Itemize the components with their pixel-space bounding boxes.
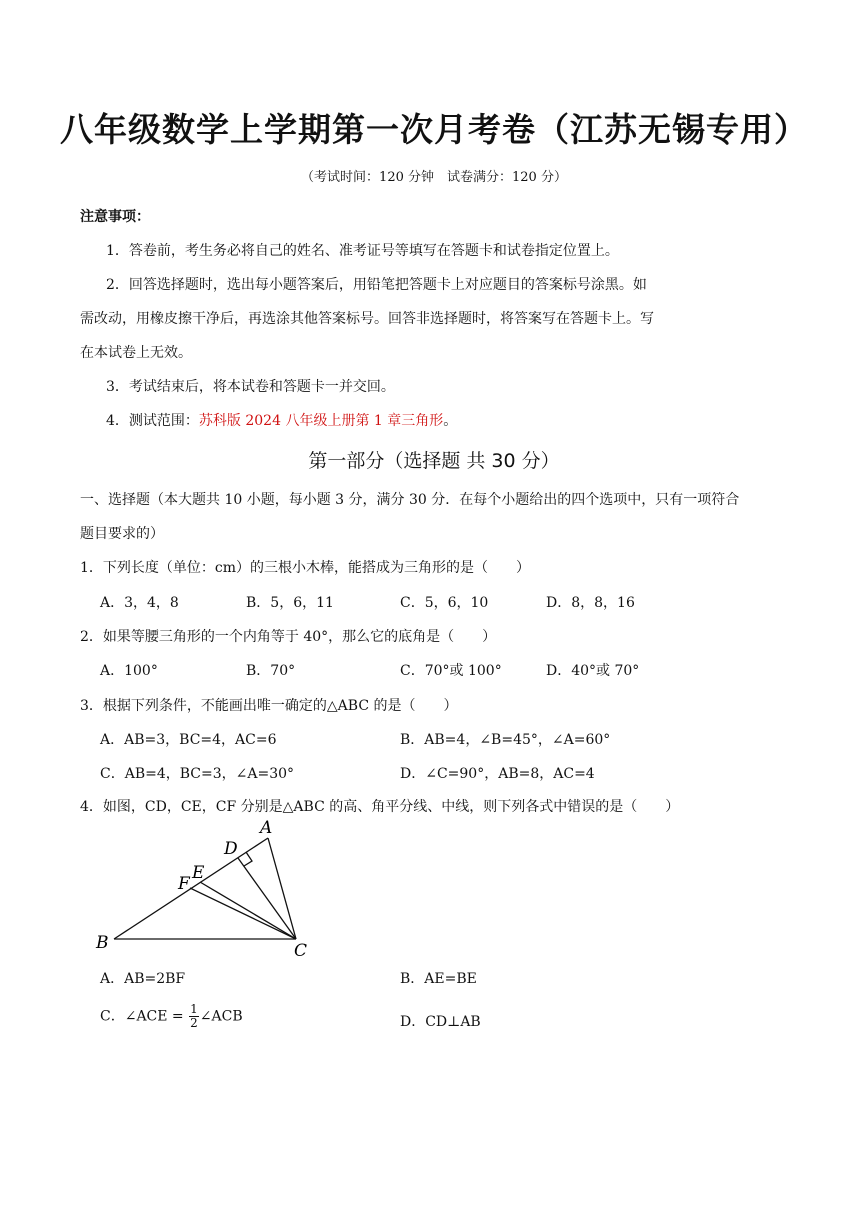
label-b: B	[96, 933, 109, 953]
test-range: 苏科版 2024 八年级上册第 1 章三角形	[198, 413, 444, 429]
segment-ac	[268, 838, 296, 939]
label-c: C	[294, 941, 308, 961]
question-3-option-a: A．AB=3，BC=4，AC=6	[100, 732, 277, 748]
question-2-option-a: A．100°	[100, 663, 158, 679]
question-3-option-b: B．AB=4，∠B=45°，∠A=60°	[400, 732, 611, 748]
question-2-option-d: D．40°或 70°	[546, 663, 640, 679]
question-3-option-d: D．∠C=90°，AB=8，AC=4	[400, 766, 595, 782]
notice-item-4-prefix: 4．测试范围：	[106, 413, 199, 429]
part1-instructions-line-2: 题目要求的）	[80, 526, 164, 542]
question-1-stem: 1．下列长度（单位：cm）的三根小木棒，能搭成为三角形的是（ ）	[80, 560, 531, 576]
question-4-option-a: A．AB=2BF	[100, 971, 186, 987]
option-c-prefix: C．∠ACE =	[100, 1008, 184, 1025]
part1-instructions-line-1: 一、选择题（本大题共 10 小题，每小题 3 分，满分 30 分．在每个小题给出的四个选项中，只有一项符合	[80, 492, 740, 508]
question-1-option-b: B．5，6，11	[246, 595, 334, 611]
notice-heading: 注意事项：	[80, 209, 150, 225]
notice-item-2-line-1: 2．回答选择题时，选出每小题答案后，用铅笔把答题卡上对应题目的答案标号涂黑。如	[106, 277, 647, 293]
label-d: D	[224, 839, 238, 859]
question-4-option-c	[100, 1003, 243, 1030]
question-4-stem: 4．如图，CD，CE，CF 分别是△ABC 的高、角平分线、中线，则下列各式中错误的是（ ）	[80, 799, 680, 815]
question-4-option-d: D．CD⊥AB	[400, 1014, 481, 1030]
exam-info: （考试时间：120 分钟 试卷满分：120 分）	[301, 170, 567, 185]
label-e: E	[192, 863, 205, 883]
section-title: 第一部分（选择题 共 30 分）	[308, 450, 560, 472]
notice-item-2-line-2: 需改动，用橡皮擦干净后，再选涂其他答案标号。回答非选择题时，将答案写在答题卡上。写	[80, 311, 654, 327]
altitude-cd	[238, 858, 296, 939]
bisector-ce	[200, 882, 296, 939]
triangle-figure	[90, 818, 330, 963]
label-a: A	[260, 818, 273, 838]
median-cf	[190, 888, 296, 939]
question-3-option-c: C．AB=4，BC=3，∠A=30°	[100, 766, 295, 782]
question-2-option-c: C．70°或 100°	[400, 663, 502, 679]
option-c-suffix: ∠ACB	[199, 1008, 243, 1025]
question-1-option-a: A．3，4，8	[100, 595, 179, 611]
fraction-numerator: 1	[190, 1002, 198, 1016]
question-4-option-b: B．AE=BE	[400, 971, 477, 987]
right-angle-mark	[244, 852, 252, 866]
fraction-one-half	[189, 1003, 199, 1030]
notice-item-1: 1．答卷前，考生务必将自己的姓名、准考证号等填写在答题卡和试卷指定位置上。	[106, 243, 619, 259]
notice-item-4-suffix: 。	[443, 413, 458, 429]
label-f: F	[178, 874, 190, 894]
question-2-stem: 2．如果等腰三角形的一个内角等于 40°，那么它的底角是（ ）	[80, 629, 497, 645]
fraction-denominator: 2	[190, 1016, 198, 1030]
question-2-option-b: B．70°	[246, 663, 296, 679]
notice-item-4	[106, 410, 457, 430]
question-3-stem: 3．根据下列条件，不能画出唯一确定的△ABC 的是（ ）	[80, 698, 458, 714]
notice-item-3: 3．考试结束后，将本试卷和答题卡一并交回。	[106, 379, 395, 395]
notice-item-2-line-3: 在本试卷上无效。	[80, 345, 192, 361]
question-1-option-c: C．5，6，10	[400, 595, 489, 611]
question-1-option-d: D．8，8，16	[546, 595, 635, 611]
page-title: 八年级数学上学期第一次月考卷（江苏无锡专用）	[60, 110, 808, 149]
